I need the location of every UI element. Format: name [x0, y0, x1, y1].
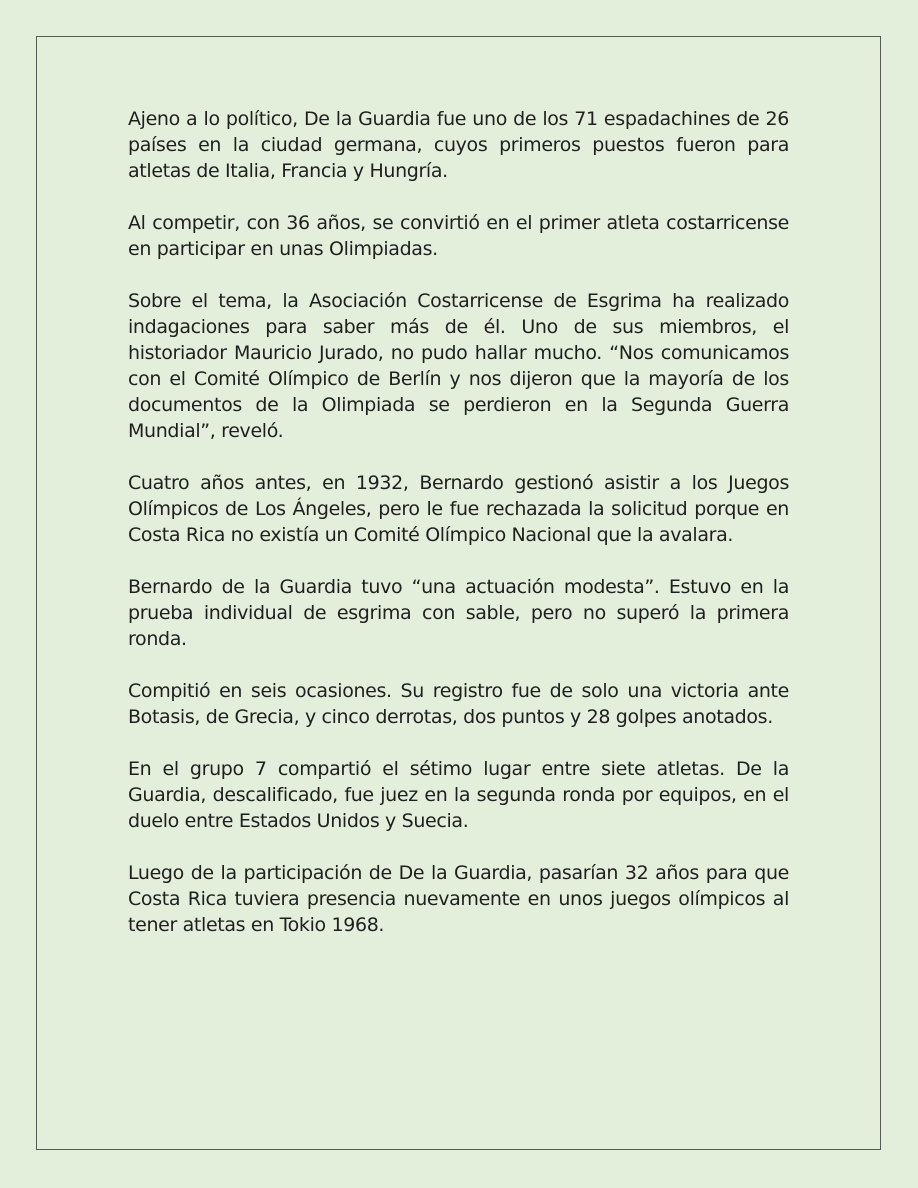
- paragraph-1: Ajeno a lo político, De la Guardia fue uno de los 71 espadachines de 26 países en la ciudad germana, cuyos primeros puestos fueron para atletas de Italia, Francia y Hungría.: [128, 108, 789, 182]
- paragraph-6: Compitió en seis ocasiones. Su registro fue de solo una victoria ante Botasis, de Grecia, y cinco derrotas, dos puntos y 28 golpes anotados.: [128, 680, 789, 728]
- paragraph-2: Al competir, con 36 años, se convirtió en el primer atleta costarricense en participar en unas Olimpiadas.: [128, 212, 789, 260]
- document-body: [128, 106, 789, 964]
- paragraph-3: Sobre el tema, la Asociación Costarricense de Esgrima ha realizado indagaciones para saber más de él. Uno de sus miembros, el historiador Mauricio Jurado, no pudo hallar mucho. “Nos comunicamos con el Comité Olímpico de Berlín y nos dijeron que la mayoría de los documentos de la Olimpiada se perdieron en la Segunda Guerra Mundial”, reveló.: [128, 290, 789, 442]
- paragraph-8: Luego de la participación de De la Guardia, pasarían 32 años para que Costa Rica tuviera presencia nuevamente en unos juegos olímpicos al tener atletas en Tokio 1968.: [128, 862, 789, 936]
- paragraph-5: Bernardo de la Guardia tuvo “una actuación modesta”. Estuvo en la prueba individual de esgrima con sable, pero no superó la primera ronda.: [128, 576, 789, 650]
- paragraph-4: Cuatro años antes, en 1932, Bernardo gestionó asistir a los Juegos Olímpicos de Los Ángeles, pero le fue rechazada la solicitud porque en Costa Rica no existía un Comité Olímpico Nacional que la avalara.: [128, 472, 789, 546]
- paragraph-7: En el grupo 7 compartió el sétimo lugar entre siete atletas. De la Guardia, descalificado, fue juez en la segunda ronda por equipos, en el duelo entre Estados Unidos y Suecia.: [128, 758, 789, 832]
